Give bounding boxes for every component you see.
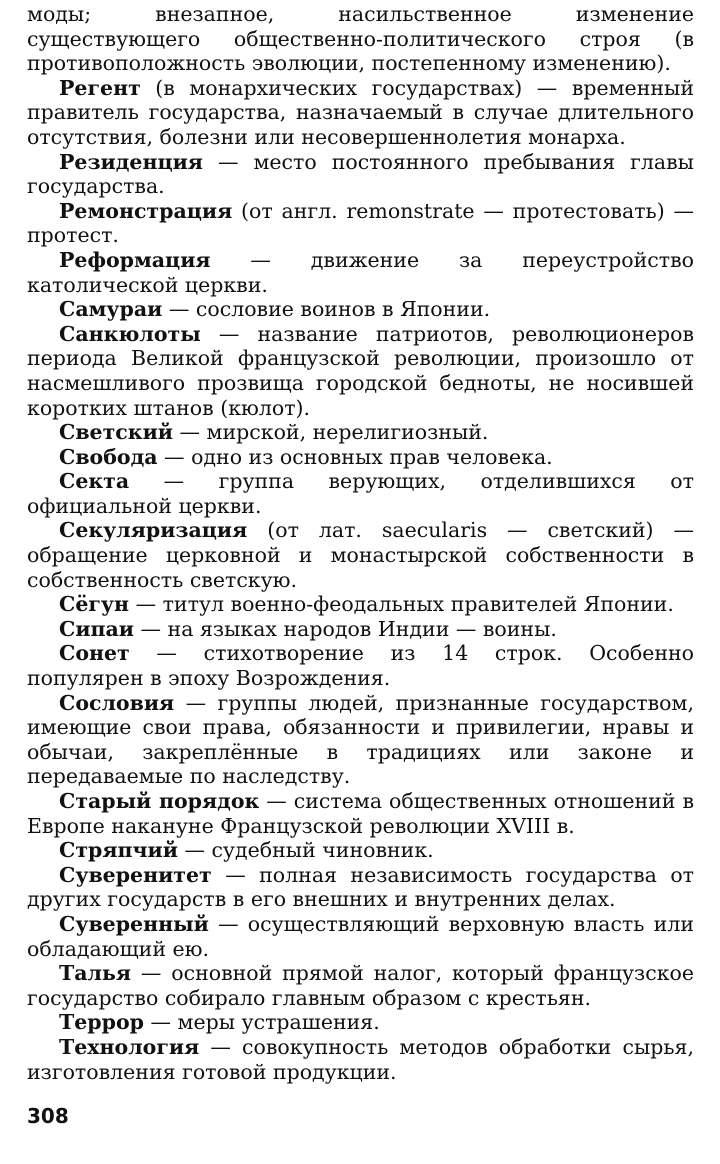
- entry-term: Самураи: [59, 297, 163, 322]
- entry-term: Сословия: [59, 690, 175, 715]
- glossary-entry: [27, 445, 694, 470]
- entry-definition: — сословие воинов в Японии.: [162, 297, 491, 322]
- entry-definition: — меры устрашения.: [143, 1010, 380, 1035]
- entry-definition: — полная независимость государства от других государств в его внешних и внутренних делах.: [27, 862, 694, 912]
- entry-term: Старый порядок: [59, 789, 260, 813]
- entry-definition: — группы людей, признанные государством, имеющие свои права, обязанности и привилегии, нравы и обычаи, закреплённые в традициях или законе и передаваемые по наследству.: [27, 690, 694, 789]
- entry-term: Регент: [59, 75, 141, 100]
- glossary-entry: [27, 76, 694, 150]
- entry-definition: — на языках народов Индии — воины.: [134, 616, 557, 641]
- entry-term: Суверенитет: [59, 862, 212, 887]
- entry-definition: — название патриотов, революционеров периода Великой французской революции, произошло от насмешливого прозвища городской бедноты, не носившей коротких штанов (кюлот).: [27, 321, 694, 420]
- entry-definition: — совокупность методов обработки сырья, изготовления готовой продукции.: [27, 1034, 694, 1084]
- entry-definition: — одно из основных прав человека.: [157, 444, 553, 469]
- entry-definition: — движение за переустройство католической церкви.: [27, 247, 694, 297]
- glossary-entry: [27, 1035, 694, 1084]
- entry-term: Технология: [59, 1034, 200, 1059]
- glossary-text: [27, 2, 694, 1084]
- entry-term: Ремонстрация: [59, 198, 233, 223]
- glossary-entry: [27, 297, 694, 322]
- entry-definition: — стихотворение из 14 строк. Особенно популярен в эпоху Возрождения.: [27, 641, 694, 691]
- entry-definition: — место постоянного пребывания главы государства.: [27, 149, 694, 199]
- glossary-entry: [27, 420, 694, 445]
- entry-definition: — группа верующих, отделившихся от официальной церкви.: [27, 469, 694, 518]
- entry-term: Резиденция: [59, 149, 203, 174]
- glossary-entry: [27, 1010, 694, 1035]
- glossary-entry: [27, 838, 694, 863]
- page-number: 308: [27, 1104, 69, 1128]
- entry-definition: (от англ. remonstrate — протестовать) — протест.: [27, 198, 694, 248]
- glossary-entry: [27, 691, 694, 789]
- entry-term: Светский: [59, 420, 174, 445]
- entry-term: Талья: [59, 961, 132, 986]
- glossary-entry: [27, 469, 694, 518]
- glossary-entry: [27, 641, 694, 690]
- entry-term: Реформация: [59, 247, 211, 272]
- glossary-entry: [27, 617, 694, 642]
- entry-term: Суверенный: [59, 911, 209, 936]
- entry-term: Стряпчий: [59, 838, 178, 863]
- entry-definition: (от лат. saecularis — светский) — обращение церковной и монастырской собственности в собственность светскую.: [27, 518, 694, 592]
- entry-term: Сонет: [59, 641, 130, 666]
- entry-definition: (в монархических государствах) — временный правитель государства, назначаемый в случае длительного отсутствия, болезни или несовершеннолетия монарха.: [27, 75, 694, 149]
- entry-definition: — судебный чиновник.: [177, 838, 434, 863]
- glossary-entry: [27, 322, 694, 420]
- glossary-entry: [27, 912, 694, 961]
- entry-term: Секта: [59, 469, 130, 494]
- entry-definition: — мирской, нерелигиозный.: [173, 420, 489, 445]
- glossary-entry: [27, 518, 694, 592]
- entry-term: Террор: [59, 1010, 144, 1035]
- entry-term: Секуляризация: [59, 518, 248, 543]
- entry-definition: — основной прямой налог, который французское государство собирало главным образом с крестьян.: [27, 961, 694, 1010]
- glossary-entries: [27, 76, 694, 1084]
- entry-term: Сипаи: [59, 616, 135, 641]
- glossary-entry: [27, 150, 694, 199]
- entry-term: Сёгун: [59, 592, 130, 617]
- glossary-entry: [27, 863, 694, 912]
- entry-definition: — осуществляющий верховную власть или обладающий ею.: [27, 911, 694, 961]
- glossary-entry: [27, 592, 694, 617]
- glossary-entry: [27, 789, 694, 838]
- entry-definition: — титул военно-феодальных правителей Японии.: [129, 592, 674, 617]
- glossary-entry: [27, 248, 694, 297]
- entry-term: Свобода: [59, 444, 158, 469]
- glossary-entry: [27, 961, 694, 1010]
- entry-term: Санкюлоты: [59, 321, 201, 346]
- glossary-entry: [27, 199, 694, 248]
- continued-definition: моды; внезапное, насильственное изменение существующего общественно-политического строя (в противоположность эволюции, постепенному изменению).: [27, 2, 694, 76]
- entry-definition: — система общественных отношений в Европе накануне Французской революции XVIII в.: [27, 789, 694, 838]
